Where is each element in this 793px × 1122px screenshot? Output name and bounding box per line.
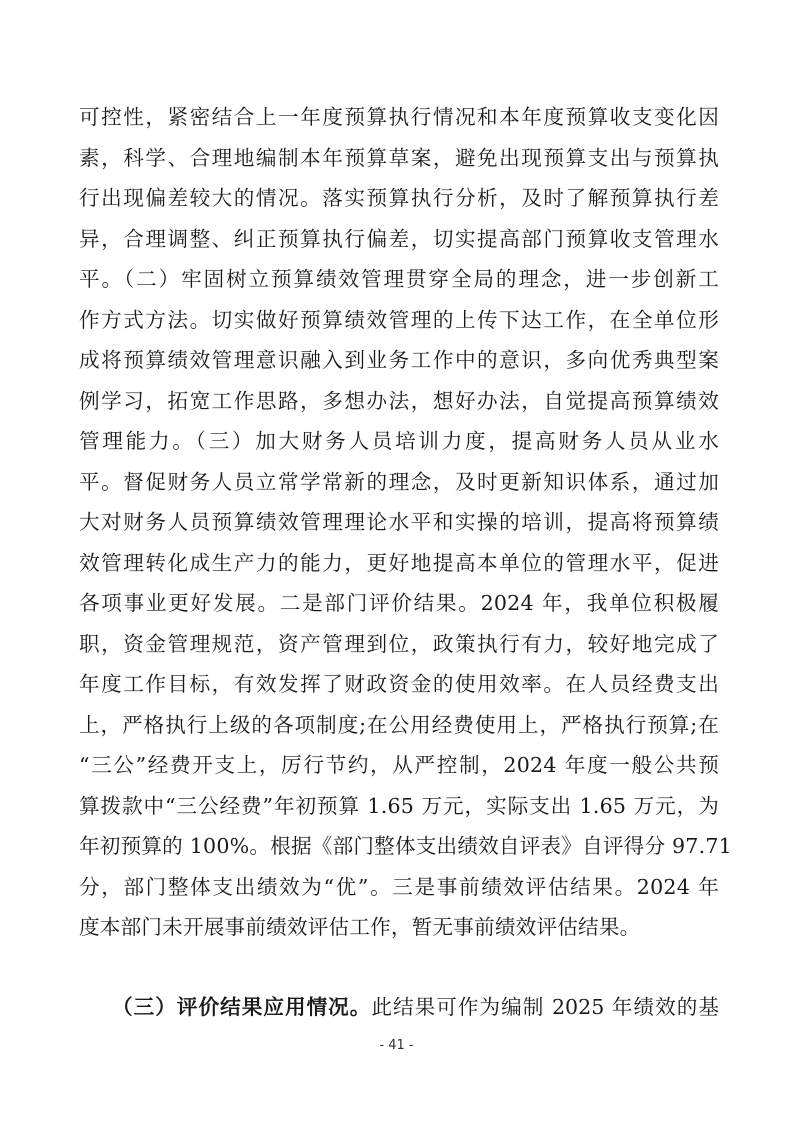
body-line: 分，部门整体支出绩效为“优”。三是事前绩效评估结果。2024 年 bbox=[79, 874, 719, 899]
body-line: 效管理转化成生产力的能力，更好地提高本单位的管理水平，促进 bbox=[79, 550, 719, 575]
body-text bbox=[79, 97, 732, 948]
body-line: 平。督促财务人员立常学常新的理念，及时更新知识体系，通过加 bbox=[79, 469, 719, 494]
body-line: “三公”经费开支上，厉行节约，从严控制，2024 年度一般公共预 bbox=[79, 753, 719, 777]
body-line: 平。（二）牢固树立预算绩效管理贯穿全局的理念，进一步创新工 bbox=[79, 267, 719, 291]
body-line: 行出现偏差较大的情况。落实预算执行分析，及时了解预算执行差 bbox=[79, 186, 719, 210]
body-line: 算拨款中“三公经费”年初预算 1.65 万元，实际支出 1.65 万元，为 bbox=[79, 793, 719, 818]
body-line: 各项事业更好发展。二是部门评价结果。2024 年，我单位积极履 bbox=[79, 591, 719, 615]
body-line: 度本部门未开展事前绩效评估工作，暂无事前绩效评估结果。 bbox=[79, 915, 641, 939]
section-heading-text: 此结果可作为编制 2025 年绩效的基 bbox=[371, 995, 719, 1019]
section-heading bbox=[112, 987, 719, 1028]
body-line: 上，严格执行上级的各项制度;在公用经费使用上，严格执行预算;在 bbox=[79, 712, 719, 737]
body-line: 管理能力。（三）加大财务人员培训力度，提高财务人员从业水 bbox=[79, 429, 719, 453]
body-line: 可控性，紧密结合上一年度预算执行情况和本年度预算收支变化因 bbox=[79, 105, 719, 129]
body-line: 作方式方法。切实做好预算绩效管理的上传下达工作，在全单位形 bbox=[79, 307, 719, 332]
body-line: 大对财务人员预算绩效管理理论水平和实操的培训，提高将预算绩 bbox=[79, 510, 719, 534]
body-line: 年度工作目标，有效发挥了财政资金的使用效率。在人员经费支出 bbox=[79, 672, 719, 696]
body-line: 年初预算的 100%。根据《部门整体支出绩效自评表》自评得分 97.71 bbox=[79, 834, 732, 858]
body-line: 异，合理调整、纠正预算执行偏差，切实提高部门预算收支管理水 bbox=[79, 226, 719, 251]
body-line: 素，科学、合理地编制本年预算草案，避免出现预算支出与预算执 bbox=[79, 145, 719, 170]
body-line: 职，资金管理规范，资产管理到位，政策执行有力，较好地完成了 bbox=[79, 631, 719, 656]
page-number: - 41 - bbox=[379, 1038, 414, 1053]
body-line: 例学习，拓宽工作思路，多想办法，想好办法，自觉提高预算绩效 bbox=[79, 388, 719, 413]
body-line: 成将预算绩效管理意识融入到业务工作中的意识，多向优秀典型案 bbox=[79, 348, 719, 372]
section-heading-bold: （三）评价结果应用情况。 bbox=[112, 995, 372, 1019]
